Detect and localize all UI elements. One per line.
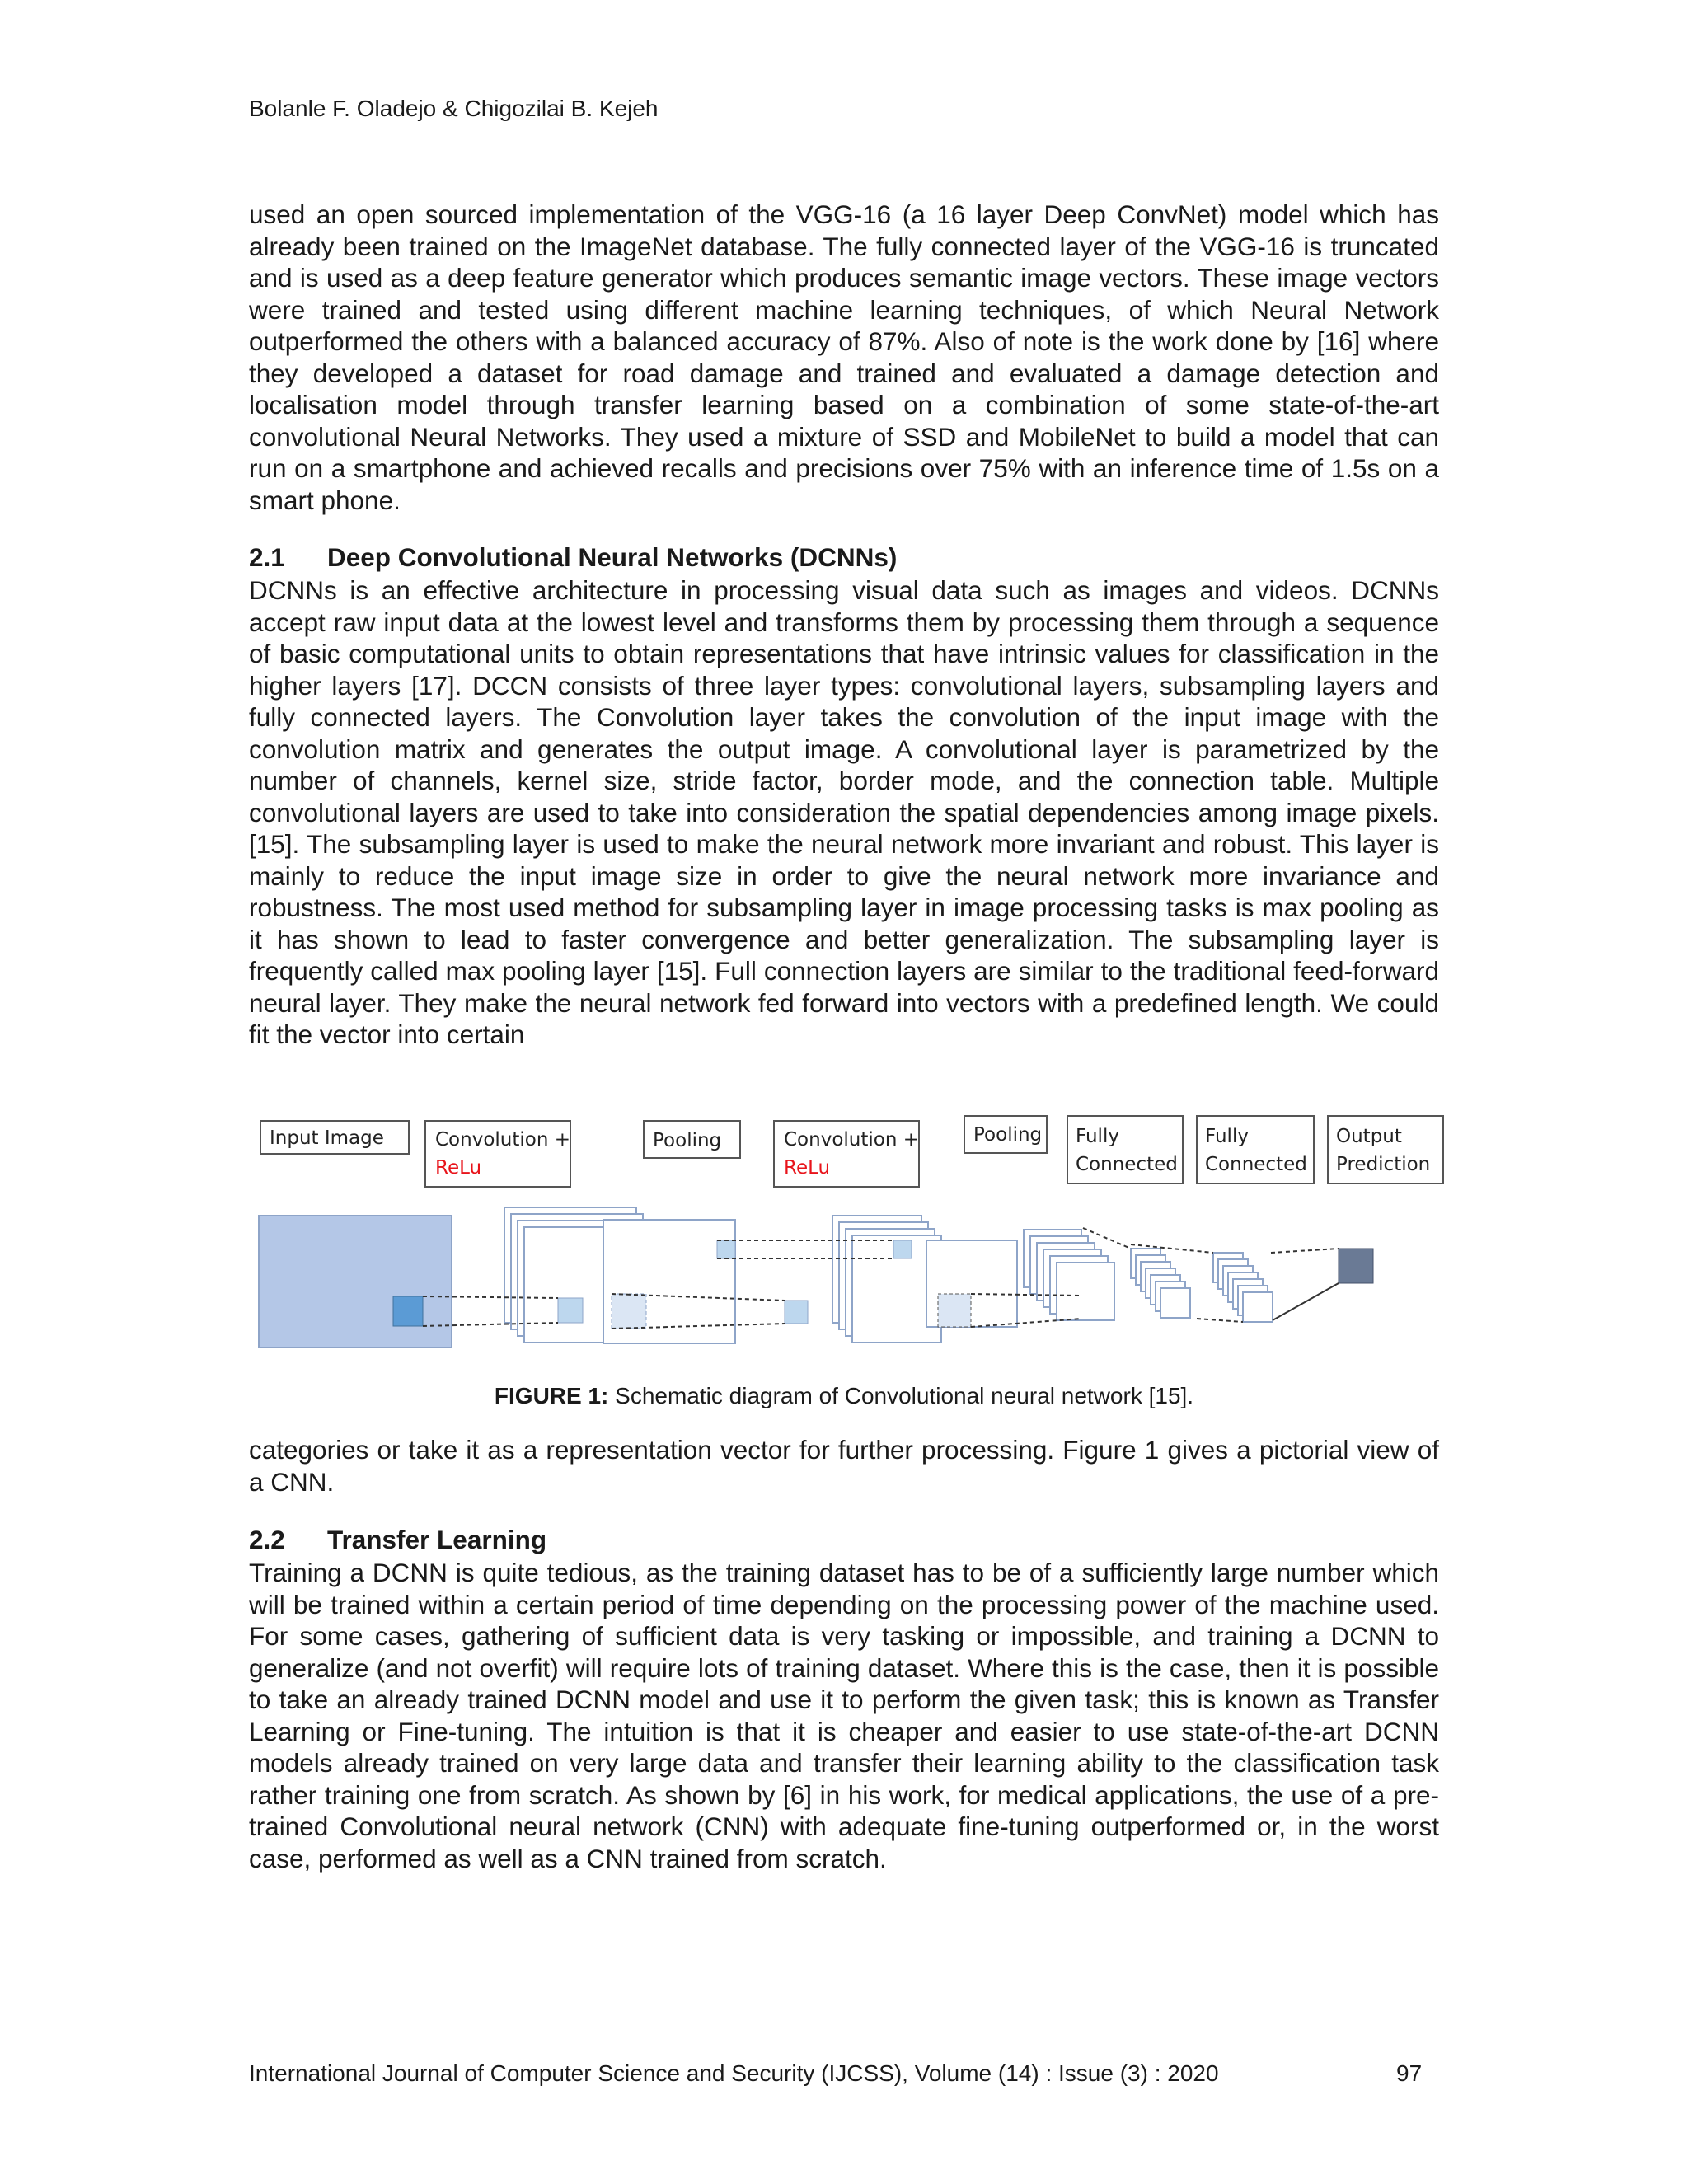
output-connector bbox=[1273, 1283, 1339, 1320]
paragraph-dcnn: DCNNs is an effective architecture in processing visual data such as images and videos. DCNNs accept raw input data at the lowest level and transforms them by processing them through a sequence of basic computational units to obtain representations that have intrinsic values for classification in the higher layers [17]. DCCN consists of three layer types: convolutional layers, subsampling layers and fully connected layers. The Convolution layer takes the convolution of the input image with the convolution matrix and generates the output image. A convolutional layer is parametrized by the number of channels, kernel size, stride factor, border mode, and the connection table. Multiple convolutional layers are used to take into consideration the spatial dependencies among image pixels. [15]. The subsampling layer is used to make the neural network more invariant and robust. This layer is mainly to reduce the input image size in order to give the neural network more invariance and robustness. The most used method for subsampling layer in image processing tasks is max pooling as it has shown to lead to faster convergence and better generalization. The subsampling layer is frequently called max pooling layer [15]. Full connection layers are similar to the traditional feed-forward neural layer. They make the neural network fed forward into vectors with a predefined length. We could fit the vector into certain bbox=[249, 575, 1439, 1049]
paragraph-cnn-continued: categories or take it as a representation vector for further processing. Figure 1 gives a pictorial view of a CNN. bbox=[249, 1435, 1439, 1497]
fc1-stack bbox=[1131, 1249, 1190, 1318]
section-number: 2.2 bbox=[249, 1525, 285, 1554]
pool1-output-patch bbox=[785, 1301, 808, 1324]
pool2-patch bbox=[938, 1294, 971, 1327]
relu2-label: ReLu bbox=[784, 1157, 831, 1179]
section-title: Deep Convolutional Neural Networks (DCNNs) bbox=[327, 542, 898, 572]
paragraph-transfer-learning: Training a DCNN is quite tedious, as the training dataset has to be of a sufficiently large number which will be trained within a certain period of time depending on the processing power of the machine used. For some cases, gathering of sufficient data is very tasking or impossible, and training a DCNN to generalize (and not overfit) will require lots of training dataset. Where this is the case, then it is possible to take an already trained DCNN model and use it to perform the given task; this is known as Transfer Learning or Fine-tuning. The intuition is that it is cheaper and easier to use state-of-the-art DCNN models already trained on very large data and transfer their learning ability to the classification task rather training one from scratch. As shown by [6] in his work, for medical applications, the use of a pre-trained Convolutional neural network (CNN) with adequate fine-tuning outperformed or, in the worst case, performed as well as a CNN trained from scratch. bbox=[249, 1558, 1439, 1873]
pool1-label: Pooling bbox=[653, 1130, 722, 1151]
output-label-line1: Output bbox=[1336, 1126, 1402, 1147]
figure-caption bbox=[0, 1383, 1688, 1409]
section-number: 2.1 bbox=[249, 542, 285, 572]
cnn-schematic-figure bbox=[249, 1104, 1452, 1376]
fc2-stack bbox=[1213, 1253, 1273, 1322]
section-heading-2-1 bbox=[249, 542, 897, 573]
caption-label: FIGURE 1: bbox=[494, 1383, 609, 1408]
pool1-patch bbox=[612, 1294, 646, 1329]
paragraph-related-work: used an open sourced implementation of the VGG-16 (a 16 layer Deep ConvNet) model which has already been trained on the ImageNet database. The fully connected layer of the VGG-16 is truncated and is used as a deep feature generator which produces semantic image vectors. These image vectors were trained and tested using different machine learning techniques, of which Neural Network outperformed the others with a balanced accuracy of 87%. Also of note is the work done by [16] where they developed a dataset for road damage and trained and evaluated a damage detection and localisation model through transfer learning based on a combination of some state-of-the-art convolutional Neural Networks. They used a mixture of SSD and MobileNet to build a model that can run on a smartphone and achieved recalls and precisions over 75% with an inference time of 1.5s on a smart phone. bbox=[249, 199, 1439, 515]
fc2-label-line1: Fully bbox=[1205, 1126, 1249, 1147]
output-label-line2: Prediction bbox=[1336, 1154, 1431, 1175]
cnn-diagram bbox=[249, 1104, 1452, 1376]
conv1-label: Convolution + bbox=[435, 1129, 570, 1151]
output-prediction-block bbox=[1339, 1249, 1373, 1283]
caption-text: Schematic diagram of Convolutional neural network [15]. bbox=[608, 1383, 1194, 1408]
fc1-label-line1: Fully bbox=[1076, 1126, 1119, 1147]
page-number: 97 bbox=[1396, 2060, 1423, 2086]
fc1-label-line2: Connected bbox=[1076, 1154, 1178, 1175]
conv2-feature-maps bbox=[832, 1216, 941, 1343]
section-title: Transfer Learning bbox=[327, 1525, 547, 1554]
section-heading-2-2 bbox=[249, 1525, 546, 1555]
conv2-patch bbox=[717, 1240, 735, 1258]
conv1-patch bbox=[558, 1298, 583, 1323]
conv2-label: Convolution + bbox=[784, 1129, 919, 1151]
input-image-block bbox=[259, 1216, 452, 1347]
pool2-label: Pooling bbox=[973, 1124, 1043, 1146]
pre-fc-maps bbox=[1024, 1230, 1114, 1320]
input-image-label: Input Image bbox=[270, 1127, 384, 1149]
fc2-label-line2: Connected bbox=[1205, 1154, 1307, 1175]
running-header: Bolanle F. Oladejo & Chigozilai B. Kejeh bbox=[249, 96, 659, 121]
relu1-label: ReLu bbox=[435, 1157, 482, 1179]
journal-citation: International Journal of Computer Science and Security (IJCSS), Volume (14) : Issue (3) : 2020 bbox=[249, 2060, 1219, 2086]
conv2-output-patch bbox=[893, 1240, 912, 1258]
page-footer bbox=[249, 2060, 1423, 2087]
input-kernel-patch bbox=[393, 1296, 423, 1326]
